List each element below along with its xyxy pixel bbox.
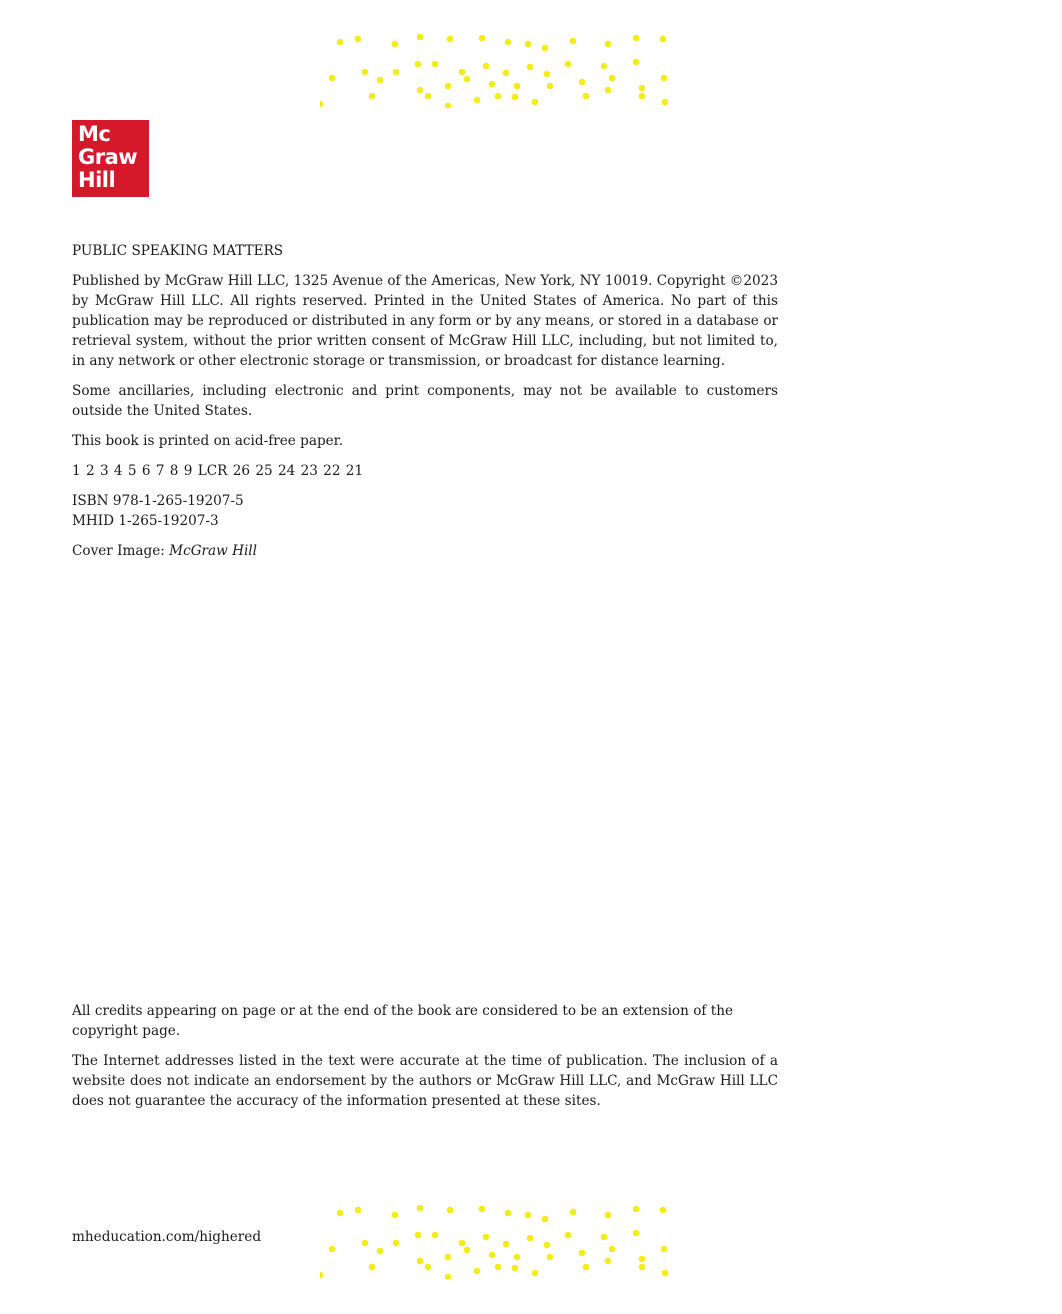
yellow-dot — [464, 1247, 471, 1254]
yellow-dot — [532, 1270, 539, 1277]
yellow-dot — [601, 1234, 608, 1241]
yellow-dot — [377, 77, 384, 84]
internet-notice: The Internet addresses listed in the text were accurate at the time of publication. The inclusion of a website does not indicate an endorsement by the authors or McGraw Hill LLC, and McGraw Hill LLC does not guarantee the accuracy of the information presented at these sites. — [72, 1053, 778, 1109]
yellow-dot-pattern-bottom — [320, 1205, 670, 1279]
yellow-dot — [514, 1254, 521, 1261]
yellow-dot — [495, 1264, 502, 1271]
yellow-dot — [605, 1258, 612, 1265]
yellow-dot — [459, 69, 466, 76]
yellow-dot — [474, 1268, 481, 1275]
yellow-dot — [447, 1207, 454, 1214]
yellow-dot — [579, 1250, 586, 1257]
yellow-dot — [417, 1205, 424, 1211]
logo-line-hill: Hill — [78, 168, 116, 192]
yellow-dot — [661, 75, 668, 82]
yellow-dot — [605, 1212, 612, 1219]
yellow-dot — [417, 1258, 424, 1265]
yellow-dot — [464, 76, 471, 83]
yellow-dot — [445, 1254, 452, 1261]
yellow-dot — [527, 64, 534, 71]
yellow-dot — [445, 83, 452, 90]
yellow-dot — [660, 1207, 667, 1214]
credits-notice: All credits appearing on page or at the end of the book are considered to be an extension of the copyright page. — [72, 1003, 733, 1039]
yellow-dot — [489, 81, 496, 88]
yellow-dot — [544, 1242, 551, 1249]
yellow-dot — [432, 61, 439, 68]
yellow-dot — [565, 1232, 572, 1239]
yellow-dot — [662, 1270, 669, 1277]
yellow-dot — [512, 94, 519, 101]
website-url: mheducation.com/highered — [72, 1229, 262, 1245]
yellow-dot — [393, 1240, 400, 1247]
cover-label: Cover Image: — [72, 543, 165, 559]
isbn-block — [72, 491, 778, 531]
cover-credit: McGraw Hill — [169, 543, 258, 559]
yellow-dot — [377, 1248, 384, 1255]
yellow-dot — [415, 1232, 422, 1239]
yellow-dot — [505, 39, 512, 46]
yellow-dot — [369, 1264, 376, 1271]
yellow-dot — [542, 1216, 549, 1223]
yellow-dot — [661, 1246, 668, 1253]
copyright-block — [72, 241, 778, 571]
yellow-dot — [483, 63, 490, 70]
logo-line-mc: Mc — [78, 122, 111, 146]
yellow-dot — [609, 1246, 616, 1253]
yellow-dot — [425, 93, 432, 100]
yellow-dot — [525, 41, 532, 48]
yellow-dot — [392, 41, 399, 48]
yellow-dot — [570, 38, 577, 45]
yellow-dot — [547, 1254, 554, 1261]
yellow-dot — [542, 45, 549, 52]
yellow-dot — [392, 1212, 399, 1219]
yellow-dot — [605, 87, 612, 94]
yellow-dot — [662, 99, 669, 106]
yellow-dot — [639, 93, 646, 100]
yellow-dot — [483, 1234, 490, 1241]
yellow-dot — [479, 35, 486, 42]
yellow-dot — [337, 1210, 344, 1217]
yellow-dot — [479, 1206, 486, 1213]
yellow-dot — [601, 63, 608, 70]
yellow-dot — [369, 93, 376, 100]
yellow-dot — [459, 1240, 466, 1247]
yellow-dot — [474, 97, 481, 104]
yellow-dot — [329, 1246, 336, 1253]
yellow-dot — [547, 83, 554, 90]
yellow-dot — [633, 1206, 640, 1213]
logo-line-graw: Graw — [78, 145, 138, 169]
yellow-dot — [639, 1256, 646, 1263]
yellow-dot — [639, 1264, 646, 1271]
yellow-dot — [579, 79, 586, 86]
yellow-dot — [503, 1241, 510, 1248]
paper-notice: This book is printed on acid-free paper. — [72, 433, 344, 449]
copyright-notice: Published by McGraw Hill LLC, 1325 Avenue of the Americas, New York, NY 10019. Copyright ©2023 by McGraw Hill LLC. All rights reserved. Printed in the United States of America. No part of this publication may be reproduced or distributed in any form or by any means, or stored in a database or retrieval system, without the prior written consent of McGraw Hill LLC, including, but not limited to, in any network or other electronic storage or transmission, or broadcast for distance learning. — [72, 273, 778, 369]
mhid: MHID 1-265-19207-3 — [72, 513, 219, 529]
yellow-dot — [362, 69, 369, 76]
yellow-dot — [445, 103, 452, 108]
yellow-dot — [337, 39, 344, 46]
yellow-dot — [639, 85, 646, 92]
yellow-dot — [503, 70, 510, 77]
yellow-dot — [583, 1264, 590, 1271]
yellow-dot — [355, 1207, 362, 1214]
yellow-dot — [425, 1264, 432, 1271]
yellow-dot — [525, 1212, 532, 1219]
cover-image-credit — [72, 541, 778, 561]
yellow-dot — [393, 69, 400, 76]
yellow-dot — [605, 41, 612, 48]
yellow-dot — [320, 101, 323, 108]
yellow-dot — [583, 93, 590, 100]
yellow-dot — [320, 1272, 323, 1279]
yellow-dot — [544, 71, 551, 78]
book-title: PUBLIC SPEAKING MATTERS — [72, 243, 284, 259]
yellow-dot — [495, 93, 502, 100]
yellow-dot — [633, 1230, 640, 1237]
yellow-dot — [512, 1265, 519, 1272]
yellow-dot — [415, 61, 422, 68]
yellow-dot — [570, 1209, 577, 1216]
yellow-dot — [527, 1235, 534, 1242]
yellow-dot — [514, 83, 521, 90]
yellow-dot — [362, 1240, 369, 1247]
yellow-dot — [633, 35, 640, 42]
yellow-dot — [355, 36, 362, 43]
yellow-dot — [532, 99, 539, 106]
yellow-dot — [432, 1232, 439, 1239]
yellow-dot — [329, 75, 336, 82]
yellow-dot — [505, 1210, 512, 1217]
yellow-dot — [633, 59, 640, 66]
yellow-dot — [660, 36, 667, 43]
mcgraw-hill-logo — [72, 120, 149, 197]
yellow-dot — [445, 1274, 452, 1279]
yellow-dot — [417, 34, 424, 40]
ancillaries-notice: Some ancillaries, including electronic and print components, may not be available to customers outside the United States. — [72, 383, 778, 419]
yellow-dot-pattern-top — [320, 34, 670, 108]
yellow-dot — [565, 61, 572, 68]
print-line: 1 2 3 4 5 6 7 8 9 LCR 26 25 24 23 22 21 — [72, 463, 364, 479]
yellow-dot — [447, 36, 454, 43]
yellow-dot — [609, 75, 616, 82]
yellow-dot — [489, 1252, 496, 1259]
isbn: ISBN 978-1-265-19207-5 — [72, 493, 244, 509]
credits-block — [72, 1001, 778, 1121]
yellow-dot — [417, 87, 424, 94]
